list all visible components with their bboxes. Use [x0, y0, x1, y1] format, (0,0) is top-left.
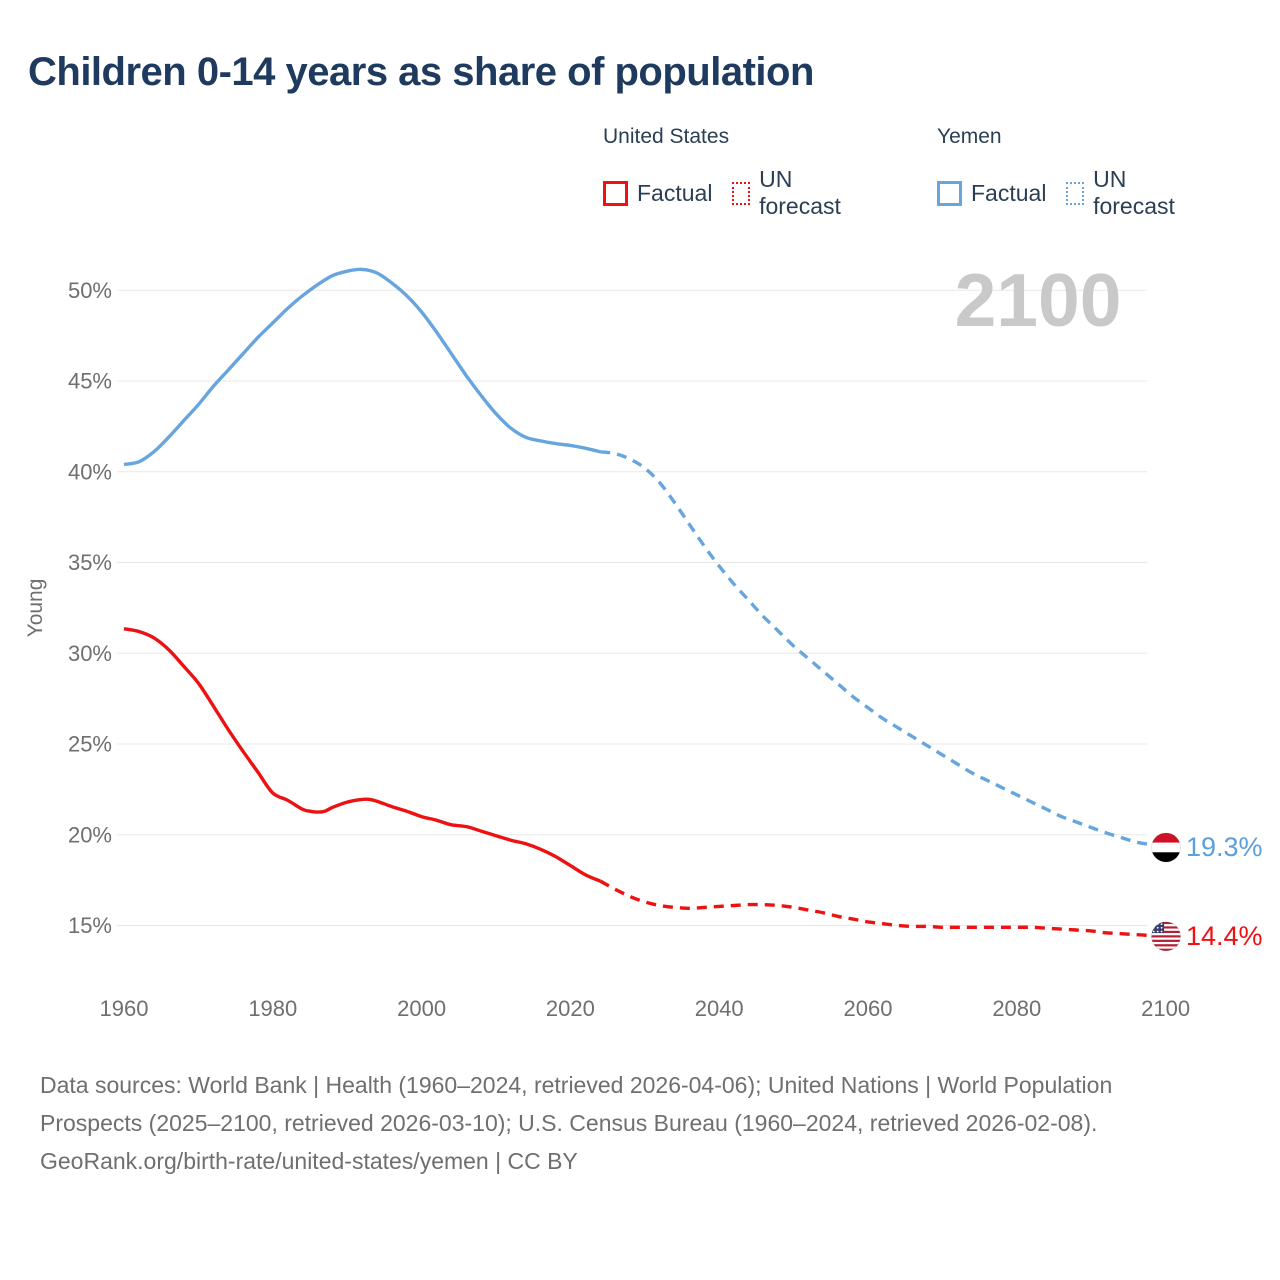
legend-item-label: Factual: [971, 179, 1047, 206]
y-axis-label: Young: [24, 578, 47, 638]
series-line-yemen-factual: [124, 269, 600, 464]
series-line-us-factual: [124, 629, 600, 881]
footer-link[interactable]: GeoRank.org/birth-rate/united-states/yemen | CC BY: [40, 1148, 578, 1174]
watermark-year: 2100: [954, 258, 1122, 342]
footer: [40, 1066, 1195, 1180]
y-tick-label: 40%: [67, 459, 112, 485]
us-flag-icon: [1151, 922, 1181, 951]
y-tick-label: 20%: [67, 822, 112, 848]
x-tick-label: 2040: [694, 996, 744, 1021]
x-tick-label: 2020: [545, 996, 595, 1021]
yemen-end-value-label: 19.3%: [1186, 832, 1263, 862]
x-tick-label: 1980: [248, 996, 298, 1021]
x-tick-label: 2100: [1141, 996, 1191, 1021]
page-title: Children 0-14 years as share of population: [28, 50, 814, 94]
x-tick-label: 1960: [99, 996, 149, 1021]
y-tick-label: 25%: [67, 731, 112, 757]
y-tick-label: 45%: [67, 368, 112, 394]
x-tick-label: 2060: [843, 996, 893, 1021]
y-tick-label: 35%: [67, 550, 112, 575]
yemen-flag-icon: [1151, 832, 1181, 862]
y-tick-label: 15%: [67, 913, 112, 938]
legend-item-label: UN forecast: [759, 166, 841, 219]
legend-item-label: UN forecast: [1093, 166, 1175, 219]
footer-data-sources: Data sources: World Bank | Health (1960–2024, retrieved 2026-04-06); United Nations | World Population Prospects (2025–2100, retrieved 2026-03-10); U.S. Census Bureau (1960–2024, retrieved 2026-02-08).: [40, 1072, 1113, 1136]
legend-group-title-united-states: United States: [603, 125, 730, 148]
y-tick-label: 30%: [67, 640, 112, 666]
legend-group-title-yemen: Yemen: [937, 125, 1002, 148]
series-line-us-forecast: [600, 881, 1165, 936]
series-line-yemen-forecast: [600, 452, 1165, 848]
legend-item-label: Factual: [637, 179, 713, 206]
x-tick-label: 2080: [992, 996, 1042, 1021]
us-end-value-label: 14.4%: [1186, 921, 1263, 951]
y-tick-label: 50%: [67, 277, 112, 303]
x-tick-label: 2000: [397, 996, 447, 1021]
